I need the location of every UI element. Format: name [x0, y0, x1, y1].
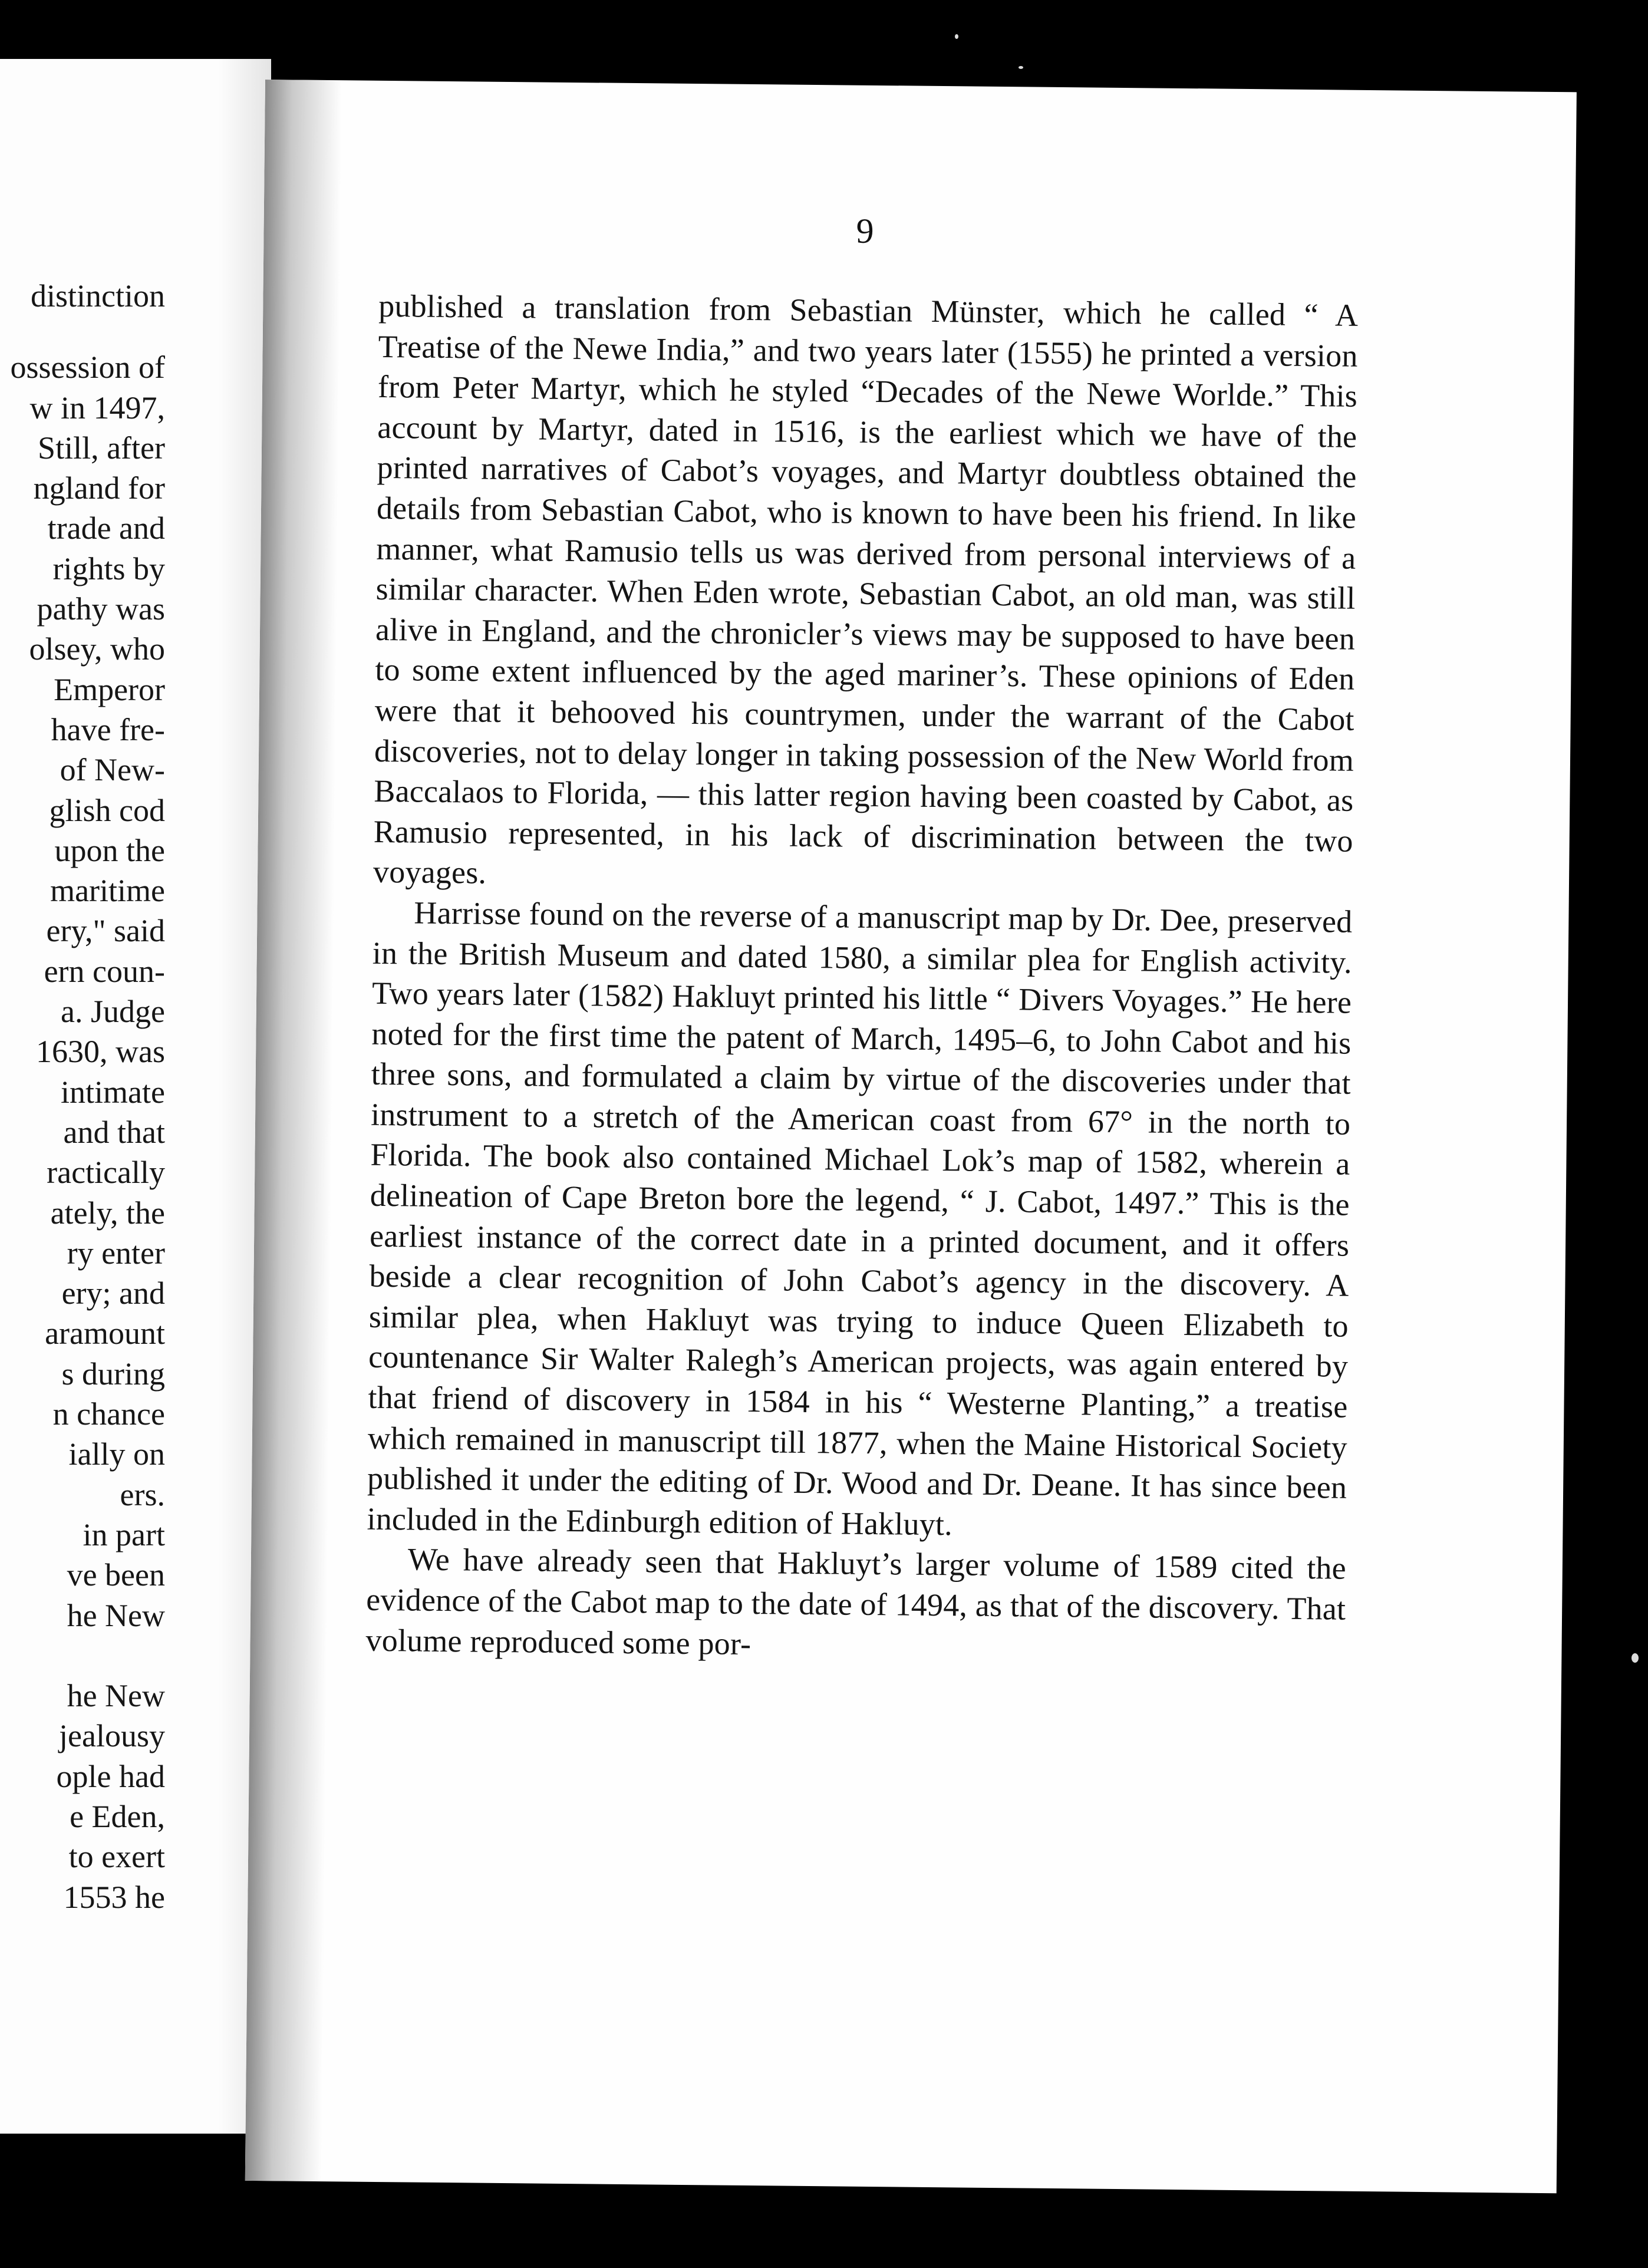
left-page-line: to exert [68, 1839, 165, 1875]
left-page-line: Emperor [54, 671, 165, 707]
left-page-line: trade and [47, 510, 165, 546]
left-page-line: n chance [52, 1396, 165, 1432]
left-page-line: ately, the [50, 1195, 165, 1231]
left-page-line: in part [83, 1517, 165, 1552]
left-page-line: ossession of [10, 350, 165, 385]
left-page-line: ern coun- [44, 953, 165, 989]
left-page-line: ers. [120, 1476, 165, 1512]
left-page-line: Still, after [38, 430, 165, 466]
left-page-line: e Eden, [70, 1798, 165, 1834]
left-page-line: a. Judge [61, 994, 165, 1030]
left-page-line: ially on [68, 1436, 165, 1472]
left-page [0, 59, 271, 2134]
left-page-line: s during [61, 1356, 165, 1392]
left-page-line: intimate [61, 1074, 165, 1110]
left-page-line: of New- [60, 752, 165, 788]
left-page-line: ery," said [46, 913, 165, 949]
right-page [245, 80, 1577, 2193]
left-page-line: rights by [52, 550, 165, 586]
left-page-line: ery; and [61, 1275, 165, 1311]
left-page-line: maritime [50, 873, 165, 909]
left-page-line: glish cod [49, 792, 165, 828]
left-page-line: olsey, who [29, 631, 165, 667]
left-page-line: 1630, was [36, 1034, 165, 1070]
left-page-line [10, 1636, 165, 1676]
left-page-line: ople had [56, 1758, 165, 1794]
left-page-line: have fre- [51, 711, 165, 747]
body-text [365, 286, 1358, 1670]
left-page-line: distinction [31, 278, 165, 314]
left-page-line: upon the [54, 832, 165, 868]
left-page-line: ractically [47, 1155, 165, 1191]
left-page-line: ve been [67, 1557, 165, 1593]
left-page-line: pathy was [37, 591, 165, 627]
scan-speck [1631, 1653, 1639, 1663]
paragraph: Harrisse found on the reverse of a manuscript map by Dr. Dee, preserved in the British Museum and dated 1580, a similar plea for English activity. Two years later (1582) Hakluyt printed his little “ Divers Voyages.” He here noted for the first time the patent of March, 1495–6, to John Cabot and his three sons, and formulated a claim by virtue of the discoveries under that instrument to a stretch of the American coast from 67° in the north to Florida. The book also contained Michael Lok’s map of 1582, wherein a delineation of Cape Breton bore the legend, “ J. Cabot, 1497.” This is the earliest instance of the correct date in a printed document, and it offers beside a clear recognition of John Cabot’s agency in the discovery. A similar plea, when Hakluyt was trying to induce Queen Elizabeth to countenance Sir Walter Ralegh’s American projects, was again entered by that friend of discovery in 1584 in his “ Westerne Planting,” a treatise which remained in manuscript till 1877, when the Maine Historical Society published it under the editing of Dr. Wood and Dr. Deane. It has since been included in the Edinburgh edition of Hakluyt. [367, 895, 1353, 1542]
scan-speck [1019, 66, 1023, 69]
left-page-text [10, 276, 165, 1917]
page-number: 9 [856, 211, 874, 250]
left-page-line: he New [67, 1678, 165, 1714]
left-page-line: he New [67, 1597, 165, 1633]
left-page-line: ry enter [67, 1235, 165, 1271]
left-page-line: ngland for [33, 470, 165, 506]
paragraph: We have already seen that Hakluyt’s larger volume of 1589 cited the evidence of the Cabot map to the date of 1494, as that of the discovery. That volume reproduced some por- [365, 1541, 1347, 1662]
paragraph: published a translation from Sebastian Münster, which he called “ A Treatise of the Newe India,” and two years later (1555) he printed a version from Peter Martyr, which he styled “Decades of the Newe Worlde.” This account by Martyr, dated in 1516, is the earliest which we have of the printed narratives of Cabot’s voyages, and Martyr doubtless obtained the details from Sebastian Cabot, who is known to have been his friend. In like manner, what Ramusio tells us was derived from personal interviews of a similar character. When Eden wrote, Sebastian Cabot, an old man, was still alive in England, and the chronicler’s views may be supposed to have been to some extent influenced by the aged mariner’s. These opinions of Eden were that it behooved his countrymen, under the warrant of the Cabot discoveries, not to delay longer in taking possession of the New World from Baccalaos to Florida, — this latter region having been coasted by Cabot, as Ramusio represented, in his lack of discrimination between the two voyages. [373, 288, 1359, 891]
left-page-line: w in 1497, [29, 390, 165, 426]
left-page-line: jealousy [59, 1718, 165, 1754]
left-page-line: and that [63, 1114, 165, 1150]
left-page-line: aramount [45, 1316, 165, 1351]
left-page-line: 1553 he [63, 1879, 165, 1915]
scan-speck [955, 34, 958, 39]
